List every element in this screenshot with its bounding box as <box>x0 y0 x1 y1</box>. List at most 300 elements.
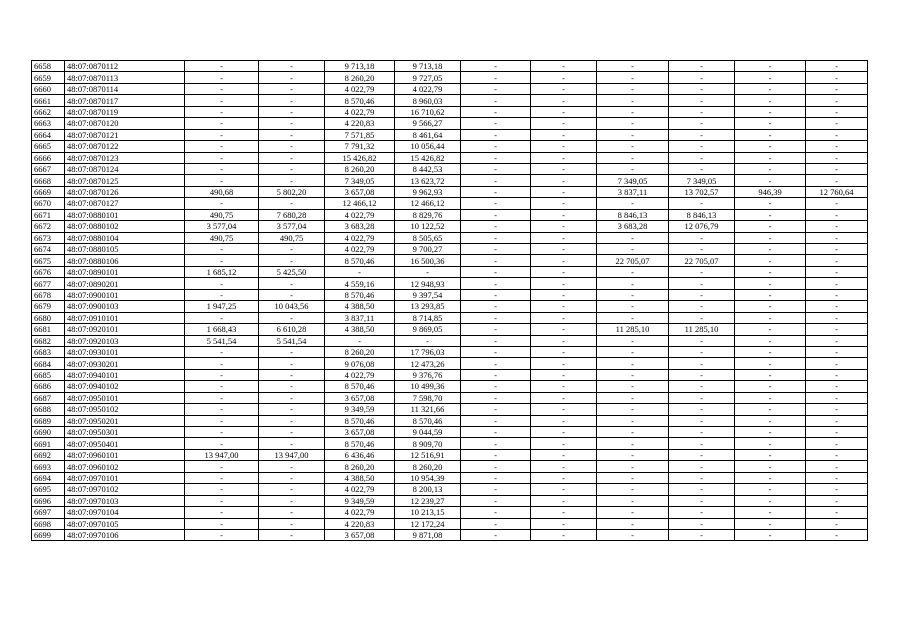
value-cell: - <box>735 449 806 460</box>
table-row <box>32 152 868 163</box>
value-cell: - <box>185 175 259 186</box>
cadastral-number-cell: 48:07:0870120 <box>65 118 185 129</box>
value-cell: - <box>185 404 259 415</box>
value-cell: - <box>597 472 669 483</box>
value-cell: - <box>531 507 597 518</box>
value-cell: - <box>259 278 325 289</box>
value-cell: - <box>806 358 868 369</box>
value-cell: 7 349,05 <box>325 175 395 186</box>
table-row <box>32 198 868 209</box>
value-cell: - <box>259 118 325 129</box>
value-cell: - <box>461 61 531 72</box>
value-cell: 4 022,79 <box>325 507 395 518</box>
cadastral-number-cell: 48:07:0930201 <box>65 358 185 369</box>
row-number-cell: 6689 <box>32 415 65 426</box>
value-cell: - <box>735 346 806 357</box>
value-cell: - <box>259 529 325 540</box>
row-number-cell: 6661 <box>32 95 65 106</box>
value-cell: - <box>735 529 806 540</box>
value-cell: 8 570,46 <box>325 438 395 449</box>
value-cell: - <box>806 95 868 106</box>
value-cell: - <box>259 518 325 529</box>
value-cell: 3 577,04 <box>259 221 325 232</box>
value-cell: - <box>259 129 325 140</box>
value-cell: - <box>806 312 868 323</box>
value-cell: - <box>461 163 531 174</box>
value-cell: - <box>259 95 325 106</box>
value-cell: 1 668,43 <box>185 324 259 335</box>
value-cell: 490,75 <box>185 209 259 220</box>
cadastral-number-cell: 48:07:0870114 <box>65 83 185 94</box>
value-cell: - <box>597 369 669 380</box>
cadastral-number-cell: 48:07:0970104 <box>65 507 185 518</box>
row-number-cell: 6683 <box>32 346 65 357</box>
table-row <box>32 83 868 94</box>
value-cell: - <box>185 61 259 72</box>
value-cell: - <box>806 61 868 72</box>
value-cell: - <box>669 289 735 300</box>
value-cell: - <box>735 72 806 83</box>
value-cell: - <box>597 438 669 449</box>
value-cell: - <box>597 129 669 140</box>
value-cell: - <box>531 255 597 266</box>
cadastral-number-cell: 48:07:0870121 <box>65 129 185 140</box>
value-cell: - <box>259 415 325 426</box>
value-cell: - <box>185 72 259 83</box>
value-cell: 4 022,79 <box>325 484 395 495</box>
value-cell: - <box>669 118 735 129</box>
value-cell: - <box>325 335 395 346</box>
value-cell: - <box>597 163 669 174</box>
value-cell: - <box>669 129 735 140</box>
value-cell: - <box>669 438 735 449</box>
cadastral-number-cell: 48:07:0870127 <box>65 198 185 209</box>
value-cell: 13 947,00 <box>185 449 259 460</box>
value-cell: 4 022,79 <box>325 83 395 94</box>
value-cell: - <box>806 495 868 506</box>
value-cell: - <box>669 152 735 163</box>
value-cell: 946,39 <box>735 186 806 197</box>
value-cell: - <box>259 163 325 174</box>
value-cell: - <box>185 95 259 106</box>
value-cell: - <box>597 449 669 460</box>
value-cell: 8 200,13 <box>395 484 461 495</box>
value-cell: 9 700,27 <box>395 244 461 255</box>
value-cell: - <box>185 438 259 449</box>
value-cell: - <box>461 461 531 472</box>
value-cell: - <box>531 95 597 106</box>
value-cell: 8 260,20 <box>325 72 395 83</box>
value-cell: - <box>735 244 806 255</box>
value-cell: - <box>531 427 597 438</box>
value-cell: 1 947,25 <box>185 301 259 312</box>
value-cell: - <box>185 381 259 392</box>
value-cell: - <box>735 129 806 140</box>
value-cell: 3 837,11 <box>597 186 669 197</box>
table-row <box>32 427 868 438</box>
value-cell: - <box>461 186 531 197</box>
value-cell: 8 909,70 <box>395 438 461 449</box>
value-cell: 10 213,15 <box>395 507 461 518</box>
value-cell: - <box>806 72 868 83</box>
value-cell: - <box>531 449 597 460</box>
cadastral-number-cell: 48:07:0870113 <box>65 72 185 83</box>
value-cell: - <box>461 484 531 495</box>
value-cell: - <box>806 404 868 415</box>
value-cell: - <box>597 404 669 415</box>
value-cell: - <box>461 381 531 392</box>
value-cell: - <box>531 289 597 300</box>
value-cell: - <box>259 495 325 506</box>
value-cell: - <box>806 83 868 94</box>
value-cell: - <box>806 392 868 403</box>
value-cell: 4 220,83 <box>325 118 395 129</box>
value-cell: - <box>735 255 806 266</box>
row-number-cell: 6670 <box>32 198 65 209</box>
value-cell: - <box>735 198 806 209</box>
value-cell: 10 954,39 <box>395 472 461 483</box>
value-cell: 10 056,44 <box>395 141 461 152</box>
value-cell: - <box>597 427 669 438</box>
value-cell: - <box>259 381 325 392</box>
value-cell: - <box>461 198 531 209</box>
value-cell: - <box>461 244 531 255</box>
cadastral-number-cell: 48:07:0940102 <box>65 381 185 392</box>
value-cell: - <box>806 163 868 174</box>
value-cell: - <box>185 472 259 483</box>
table-row <box>32 61 868 72</box>
value-cell: - <box>461 129 531 140</box>
value-cell: - <box>461 118 531 129</box>
value-cell: - <box>461 221 531 232</box>
value-cell: - <box>597 106 669 117</box>
value-cell: - <box>531 335 597 346</box>
value-cell: 9 962,93 <box>395 186 461 197</box>
value-cell: - <box>735 232 806 243</box>
value-cell: - <box>735 266 806 277</box>
value-cell: 8 260,20 <box>325 461 395 472</box>
value-cell: 9 713,18 <box>325 61 395 72</box>
value-cell: - <box>597 335 669 346</box>
value-cell: 5 541,54 <box>259 335 325 346</box>
table-row <box>32 529 868 540</box>
cadastral-number-cell: 48:07:0880102 <box>65 221 185 232</box>
value-cell: - <box>669 163 735 174</box>
value-cell: 12 760,64 <box>806 186 868 197</box>
value-cell: - <box>669 358 735 369</box>
value-cell: - <box>735 324 806 335</box>
cadastral-number-cell: 48:07:0870125 <box>65 175 185 186</box>
row-number-cell: 6667 <box>32 163 65 174</box>
value-cell: - <box>531 232 597 243</box>
row-number-cell: 6697 <box>32 507 65 518</box>
value-cell: - <box>735 152 806 163</box>
table-row <box>32 495 868 506</box>
value-cell: - <box>806 518 868 529</box>
value-cell: - <box>461 495 531 506</box>
value-cell: - <box>597 61 669 72</box>
value-cell: - <box>806 278 868 289</box>
value-cell: 8 570,46 <box>325 289 395 300</box>
value-cell: 4 388,50 <box>325 324 395 335</box>
value-cell: - <box>597 415 669 426</box>
value-cell: 4 388,50 <box>325 301 395 312</box>
value-cell: - <box>735 392 806 403</box>
row-number-cell: 6693 <box>32 461 65 472</box>
value-cell: 5 541,54 <box>185 335 259 346</box>
row-number-cell: 6685 <box>32 369 65 380</box>
value-cell: 7 598,70 <box>395 392 461 403</box>
value-cell: 13 702,57 <box>669 186 735 197</box>
value-cell: - <box>735 358 806 369</box>
value-cell: - <box>806 369 868 380</box>
table-row <box>32 369 868 380</box>
row-number-cell: 6668 <box>32 175 65 186</box>
value-cell: - <box>669 369 735 380</box>
value-cell: - <box>735 427 806 438</box>
value-cell: - <box>669 461 735 472</box>
cadastral-number-cell: 48:07:0870126 <box>65 186 185 197</box>
value-cell: - <box>259 244 325 255</box>
row-number-cell: 6691 <box>32 438 65 449</box>
value-cell: - <box>461 438 531 449</box>
value-cell: - <box>185 346 259 357</box>
value-cell: - <box>735 95 806 106</box>
value-cell: - <box>531 438 597 449</box>
value-cell: - <box>735 61 806 72</box>
value-cell: - <box>185 278 259 289</box>
value-cell: - <box>806 289 868 300</box>
value-cell: 12 466,12 <box>395 198 461 209</box>
value-cell: - <box>461 232 531 243</box>
value-cell: 8 846,13 <box>669 209 735 220</box>
value-cell: - <box>735 175 806 186</box>
table-row <box>32 129 868 140</box>
value-cell: - <box>806 232 868 243</box>
value-cell: - <box>669 346 735 357</box>
value-cell: 9 871,08 <box>395 529 461 540</box>
row-number-cell: 6694 <box>32 472 65 483</box>
value-cell: - <box>531 61 597 72</box>
value-cell: - <box>597 232 669 243</box>
row-number-cell: 6664 <box>32 129 65 140</box>
value-cell: - <box>669 472 735 483</box>
value-cell: - <box>531 301 597 312</box>
value-cell: - <box>185 518 259 529</box>
value-cell: - <box>806 209 868 220</box>
value-cell: - <box>597 198 669 209</box>
value-cell: - <box>735 106 806 117</box>
value-cell: 12 948,93 <box>395 278 461 289</box>
value-cell: - <box>806 529 868 540</box>
value-cell: - <box>259 106 325 117</box>
value-cell: - <box>185 141 259 152</box>
value-cell: 8 505,65 <box>395 232 461 243</box>
value-cell: - <box>531 404 597 415</box>
row-number-cell: 6672 <box>32 221 65 232</box>
value-cell: 4 388,50 <box>325 472 395 483</box>
value-cell: 4 022,79 <box>395 83 461 94</box>
value-cell: - <box>461 83 531 94</box>
cadastral-number-cell: 48:07:0930101 <box>65 346 185 357</box>
cadastral-number-cell: 48:07:0970101 <box>65 472 185 483</box>
value-cell: - <box>531 163 597 174</box>
row-number-cell: 6675 <box>32 255 65 266</box>
value-cell: 9 376,76 <box>395 369 461 380</box>
value-cell: 16 500,36 <box>395 255 461 266</box>
value-cell: - <box>259 484 325 495</box>
value-cell: 12 466,12 <box>325 198 395 209</box>
value-cell: - <box>185 358 259 369</box>
value-cell: 9 713,18 <box>395 61 461 72</box>
value-cell: - <box>531 186 597 197</box>
value-cell: - <box>461 278 531 289</box>
cadastral-number-cell: 48:07:0970102 <box>65 484 185 495</box>
value-cell: 22 705,07 <box>597 255 669 266</box>
row-number-cell: 6679 <box>32 301 65 312</box>
table-row <box>32 244 868 255</box>
value-cell: - <box>185 106 259 117</box>
row-number-cell: 6698 <box>32 518 65 529</box>
value-cell: - <box>597 141 669 152</box>
value-cell: 12 473,26 <box>395 358 461 369</box>
value-cell: - <box>806 472 868 483</box>
value-cell: - <box>806 449 868 460</box>
table-row <box>32 358 868 369</box>
value-cell: - <box>597 392 669 403</box>
value-cell: 9 727,05 <box>395 72 461 83</box>
value-cell: - <box>531 392 597 403</box>
cadastral-number-cell: 48:07:0890201 <box>65 278 185 289</box>
value-cell: 8 442,53 <box>395 163 461 174</box>
row-number-cell: 6681 <box>32 324 65 335</box>
value-cell: 22 705,07 <box>669 255 735 266</box>
value-cell: - <box>185 244 259 255</box>
value-cell: 8 570,46 <box>325 415 395 426</box>
value-cell: - <box>597 244 669 255</box>
value-cell: - <box>806 427 868 438</box>
value-cell: - <box>597 507 669 518</box>
value-cell: 8 846,13 <box>597 209 669 220</box>
value-cell: 12 076,79 <box>669 221 735 232</box>
value-cell: - <box>531 484 597 495</box>
value-cell: - <box>669 518 735 529</box>
value-cell: - <box>531 221 597 232</box>
value-cell: - <box>597 301 669 312</box>
value-cell: - <box>461 95 531 106</box>
value-cell: - <box>735 278 806 289</box>
value-cell: - <box>806 301 868 312</box>
value-cell: - <box>185 369 259 380</box>
value-cell: 4 022,79 <box>325 209 395 220</box>
value-cell: - <box>531 198 597 209</box>
value-cell: 8 570,46 <box>325 255 395 266</box>
value-cell: - <box>735 484 806 495</box>
table-row <box>32 163 868 174</box>
cadastral-number-cell: 48:07:0880104 <box>65 232 185 243</box>
value-cell: 8 570,46 <box>395 415 461 426</box>
value-cell: - <box>806 461 868 472</box>
value-cell: 8 570,46 <box>325 95 395 106</box>
value-cell: - <box>259 346 325 357</box>
value-cell: 3 657,08 <box>325 427 395 438</box>
value-cell: - <box>531 106 597 117</box>
value-cell: 3 837,11 <box>325 312 395 323</box>
value-cell: 7 349,05 <box>669 175 735 186</box>
value-cell: - <box>669 232 735 243</box>
value-cell: - <box>669 484 735 495</box>
row-number-cell: 6673 <box>32 232 65 243</box>
value-cell: 4 022,79 <box>325 232 395 243</box>
value-cell: - <box>669 449 735 460</box>
value-cell: - <box>806 129 868 140</box>
value-cell: - <box>185 129 259 140</box>
value-cell: - <box>531 518 597 529</box>
value-cell: - <box>461 472 531 483</box>
value-cell: - <box>735 335 806 346</box>
value-cell: - <box>669 198 735 209</box>
value-cell: - <box>185 289 259 300</box>
value-cell: - <box>597 289 669 300</box>
value-cell: 9 566,27 <box>395 118 461 129</box>
value-cell: - <box>806 266 868 277</box>
value-cell: 15 426,82 <box>325 152 395 163</box>
value-cell: - <box>461 449 531 460</box>
value-cell: - <box>806 415 868 426</box>
value-cell: - <box>669 312 735 323</box>
value-cell: - <box>669 507 735 518</box>
value-cell: 10 499,36 <box>395 381 461 392</box>
value-cell: - <box>806 346 868 357</box>
row-number-cell: 6669 <box>32 186 65 197</box>
value-cell: 5 802,20 <box>259 186 325 197</box>
value-cell: - <box>806 244 868 255</box>
value-cell: - <box>185 312 259 323</box>
table-row <box>32 301 868 312</box>
value-cell: - <box>669 404 735 415</box>
row-number-cell: 6682 <box>32 335 65 346</box>
value-cell: - <box>461 518 531 529</box>
table-row <box>32 415 868 426</box>
value-cell: - <box>531 529 597 540</box>
cadastral-number-cell: 48:07:0880105 <box>65 244 185 255</box>
value-cell: - <box>259 289 325 300</box>
value-cell: 490,68 <box>185 186 259 197</box>
value-cell: - <box>461 392 531 403</box>
value-cell: - <box>461 358 531 369</box>
cadastral-number-cell: 48:07:0950301 <box>65 427 185 438</box>
row-number-cell: 6680 <box>32 312 65 323</box>
value-cell: 12 239,27 <box>395 495 461 506</box>
value-cell: - <box>185 427 259 438</box>
value-cell: - <box>597 484 669 495</box>
table-row <box>32 404 868 415</box>
value-cell: - <box>597 83 669 94</box>
value-cell: - <box>185 495 259 506</box>
value-cell: 3 683,28 <box>597 221 669 232</box>
value-cell: - <box>531 381 597 392</box>
value-cell: - <box>531 175 597 186</box>
cadastral-number-cell: 48:07:0920101 <box>65 324 185 335</box>
value-cell: - <box>531 278 597 289</box>
value-cell: 12 172,24 <box>395 518 461 529</box>
value-cell: 3 577,04 <box>185 221 259 232</box>
table-row <box>32 175 868 186</box>
value-cell: - <box>735 518 806 529</box>
row-number-cell: 6695 <box>32 484 65 495</box>
cadastral-number-cell: 48:07:0880106 <box>65 255 185 266</box>
value-cell: - <box>461 312 531 323</box>
